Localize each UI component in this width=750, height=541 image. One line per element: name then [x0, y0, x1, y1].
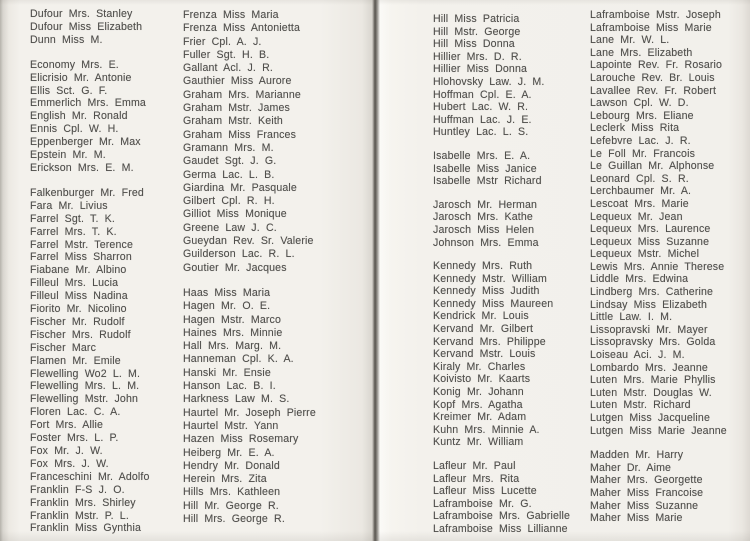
name-group: [433, 199, 570, 249]
name-entry: Kopf Mrs. Agatha: [433, 398, 523, 411]
name-group: [433, 13, 570, 139]
name-entry: Kennedy Miss Judith: [433, 285, 540, 298]
name-entry: Hill Mr. George R.: [183, 499, 279, 512]
name-entry: Jarosch Mr. Herman: [433, 198, 538, 211]
name-group: [433, 150, 570, 188]
name-entry: Lequeux Mr. Jean: [590, 210, 683, 223]
name-entry: Hanski Mr. Ensie: [183, 366, 271, 379]
name-entry: Flewelling Wo2 L. M.: [30, 367, 141, 380]
name-entry: Hagen Mstr. Marco: [183, 313, 282, 326]
name-entry: Lequeux Mrs. Laurence: [590, 223, 711, 236]
right-page: [377, 0, 750, 541]
name-entry: Hill Miss Patricia: [433, 13, 520, 25]
name-entry: Little Law. I. M.: [590, 311, 673, 324]
name-entry: Gilbert Cpl. R. H.: [183, 195, 275, 208]
name-entry: Kuhn Mrs. Minnie A.: [433, 423, 540, 436]
name-group: [590, 449, 727, 525]
name-entry: Lutgen Miss Marie Jeanne: [590, 424, 727, 437]
name-entry: Frenza Miss Maria: [183, 9, 279, 21]
name-entry: Graham Mstr. Keith: [183, 115, 283, 128]
name-entry: Laframboise Miss Lillianne: [433, 522, 568, 535]
name-entry: Herein Mrs. Zita: [183, 473, 267, 486]
name-entry: Lutgen Miss Jacqueline: [590, 412, 711, 424]
name-entry: Luten Mrs. Marie Phyllis: [590, 374, 716, 387]
name-entry: Fischer Mrs. Rudolf: [30, 328, 131, 341]
name-entry: Hanneman Cpl. K. A.: [183, 353, 294, 366]
name-entry: Frenza Miss Antonietta: [183, 22, 301, 35]
name-entry: Haurtel Mr. Joseph Pierre: [183, 406, 316, 419]
name-entry: Ellis Sct. G. F.: [30, 84, 108, 97]
name-entry: Jarosch Mrs. Kathe: [433, 211, 533, 224]
name-entry: Lafleur Mr. Paul: [433, 460, 516, 472]
name-entry: Konig Mr. Johann: [433, 386, 524, 399]
name-entry: Graham Miss Frances: [183, 128, 297, 141]
name-entry: Hillier Mrs. D. R.: [433, 50, 522, 63]
name-entry: Hubert Lac. W. R.: [433, 101, 529, 114]
name-group: [183, 9, 316, 275]
name-entry: Filleul Miss Nadina: [30, 290, 128, 303]
name-entry: Lewis Mrs. Annie Therese: [590, 260, 725, 273]
name-entry: Maher Dr. Aime: [590, 461, 672, 474]
name-entry: Gueydan Rev. Sr. Valerie: [183, 235, 314, 248]
name-entry: Kuntz Mr. William: [433, 436, 524, 449]
name-entry: Haines Mrs. Minnie: [183, 326, 283, 339]
name-entry: Leclerk Miss Rita: [590, 122, 680, 135]
name-entry: Fischer Marc: [30, 341, 97, 354]
name-entry: Franklin Miss Gynthia: [30, 522, 141, 535]
name-entry: Lafleur Mrs. Rita: [433, 472, 520, 485]
name-entry: Falkenburger Mr. Fred: [30, 186, 144, 199]
name-entry: Greene Law J. C.: [183, 221, 277, 234]
name-entry: Fara Mr. Livius: [30, 199, 108, 212]
name-entry: Gaudet Sgt. J. G.: [183, 155, 277, 168]
name-entry: Johnson Mrs. Emma: [433, 236, 539, 249]
name-entry: Maher Miss Suzanne: [590, 499, 699, 512]
name-entry: Frier Cpl. A. J.: [183, 35, 262, 48]
name-entry: Laframboise Mrs. Gabrielle: [433, 510, 571, 523]
name-entry: Fiorito Mr. Nicolino: [30, 303, 127, 316]
name-entry: Fox Mrs. J. W.: [30, 457, 109, 470]
name-group: [30, 8, 150, 47]
name-entry: Franceschini Mr. Adolfo: [30, 470, 150, 483]
name-entry: Laframboise Miss Marie: [590, 21, 712, 34]
name-entry: Fort Mrs. Allie: [30, 419, 103, 432]
name-entry: Farrel Mrs. T. K.: [30, 225, 117, 238]
name-entry: Eppenberger Mr. Max: [30, 136, 141, 149]
name-entry: Kervand Mrs. Philippe: [433, 335, 546, 348]
name-entry: Flamen Mr. Emile: [30, 354, 121, 367]
name-entry: Epstein Mr. M.: [30, 149, 106, 162]
name-entry: Lafleur Miss Lucette: [433, 485, 537, 498]
name-entry: Gallant Acl. J. R.: [183, 62, 274, 75]
name-entry: Le Foll Mr. Francois: [590, 147, 696, 160]
name-entry: Franklin Mrs. Shirley: [30, 496, 136, 509]
name-entry: Kreimer Mr. Adam: [433, 411, 527, 424]
name-entry: Hanson Lac. B. I.: [183, 380, 276, 393]
name-entry: Kervand Mstr. Louis: [433, 348, 536, 361]
name-entry: Maher Mrs. Georgette: [590, 474, 703, 487]
name-entry: Fox Mr. J. W.: [30, 445, 103, 457]
name-entry: Lequeux Mstr. Michel: [590, 248, 700, 261]
name-entry: Lebourg Mrs. Eliane: [590, 109, 694, 122]
name-entry: Fischer Mr. Rudolf: [30, 315, 125, 328]
name-entry: Luten Mstr. Douglas W.: [590, 386, 712, 399]
name-entry: Huntley Lac. L. S.: [433, 126, 529, 139]
name-entry: Elicrisio Mr. Antonie: [30, 71, 132, 84]
name-entry: Lawson Cpl. W. D.: [590, 97, 689, 110]
name-entry: Hills Mrs. Kathleen: [183, 486, 281, 499]
name-entry: Lerchbaumer Mr. A.: [590, 185, 692, 198]
name-entry: Haas Miss Maria: [183, 286, 271, 299]
name-entry: Goutier Mr. Jacques: [183, 261, 287, 274]
name-entry: English Mr. Ronald: [30, 110, 128, 123]
name-entry: Economy Mrs. E.: [30, 58, 119, 71]
name-entry: Flewelling Mstr. John: [30, 393, 139, 406]
name-entry: Maher Miss Francoise: [590, 486, 704, 499]
name-entry: Dunn Miss M.: [30, 33, 103, 46]
name-column-2: [183, 9, 316, 526]
name-entry: Franklin F-S J. O.: [30, 483, 125, 496]
name-entry: Lissopravski Mr. Mayer: [590, 323, 708, 336]
name-entry: Larouche Rev. Br. Louis: [590, 71, 715, 84]
name-entry: Hill Miss Donna: [433, 38, 515, 51]
left-page: [0, 0, 374, 541]
name-entry: Lindberg Mrs. Catherine: [590, 286, 714, 299]
name-entry: Farrel Miss Sharron: [30, 251, 132, 264]
name-entry: Loiseau Aci. J. M.: [590, 349, 685, 362]
name-entry: Guilderson Lac. R. L.: [183, 248, 295, 261]
name-entry: Liddle Mrs. Edwina: [590, 273, 689, 286]
name-group: [30, 187, 150, 535]
name-entry: Gauthier Miss Aurore: [183, 75, 292, 88]
name-entry: Ennis Cpl. W. H.: [30, 123, 119, 136]
name-entry: Germa Lac. L. B.: [183, 168, 275, 181]
name-entry: Kervand Mr. Gilbert: [433, 323, 534, 336]
name-entry: Hill Mstr. George: [433, 25, 521, 38]
name-entry: Filleul Mrs. Lucia: [30, 277, 119, 290]
name-group: [183, 287, 316, 526]
name-entry: Lissopravsky Mrs. Golda: [590, 336, 716, 349]
name-entry: Hlohovsky Law. J. M.: [433, 75, 545, 88]
name-entry: Lefebvre Lac. J. R.: [590, 134, 691, 147]
name-entry: Giardina Mr. Pasquale: [183, 181, 297, 194]
name-entry: Lapointe Rev. Fr. Rosario: [590, 59, 723, 72]
name-entry: Floren Lac. C. A.: [30, 406, 121, 419]
name-entry: Koivisto Mr. Kaarts: [433, 373, 531, 386]
name-entry: Isabelle Miss Janice: [433, 162, 537, 175]
name-entry: Emmerlich Mrs. Emma: [30, 97, 146, 110]
name-entry: Hagen Mr. O. E.: [183, 300, 271, 313]
name-column-4: [590, 9, 727, 525]
name-entry: Fuller Sgt. H. B.: [183, 48, 270, 61]
name-entry: Lane Mr. W. L.: [590, 34, 670, 47]
name-entry: Gramann Mrs. M.: [183, 141, 274, 154]
name-entry: Farrel Mstr. Terence: [30, 238, 133, 251]
name-entry: Leonard Cpl. S. R.: [590, 172, 689, 185]
name-entry: Kendrick Mr. Louis: [433, 310, 529, 323]
name-entry: Erickson Mrs. E. M.: [30, 161, 134, 174]
name-entry: Hillier Miss Donna: [433, 63, 528, 76]
name-entry: Hill Mrs. George R.: [183, 512, 285, 525]
name-entry: Kennedy Mstr. William: [433, 272, 547, 285]
name-entry: Graham Mstr. James: [183, 102, 291, 115]
name-entry: Lescoat Mrs. Marie: [590, 197, 689, 210]
name-entry: Lequeux Miss Suzanne: [590, 235, 710, 248]
name-entry: Isabelle Mrs. E. A.: [433, 149, 531, 162]
name-entry: Haurtel Mstr. Yann: [183, 419, 279, 432]
name-entry: Kennedy Mrs. Ruth: [433, 260, 533, 273]
name-entry: Heiberg Mr. E. A.: [183, 446, 275, 459]
name-entry: Lombardo Mrs. Jeanne: [590, 361, 708, 374]
name-entry: Le Guillan Mr. Alphonse: [590, 160, 715, 173]
name-entry: Laframboise Mstr. Joseph: [590, 9, 721, 21]
name-entry: Harkness Law M. S.: [183, 393, 290, 406]
name-entry: Huffman Lac. J. E.: [433, 113, 532, 126]
name-entry: Fiabane Mr. Albino: [30, 264, 127, 277]
name-entry: Madden Mr. Harry: [590, 449, 684, 462]
name-entry: Hall Mrs. Marg. M.: [183, 340, 282, 353]
name-entry: Franklin Mstr. P. L.: [30, 509, 129, 522]
name-entry: Luten Mstr. Richard: [590, 399, 691, 412]
name-entry: Isabelle Mstr Richard: [433, 175, 542, 188]
name-column-1: [30, 8, 150, 535]
name-group: [590, 9, 727, 437]
name-entry: Kennedy Miss Maureen: [433, 297, 554, 310]
name-entry: Laframboise Mr. G.: [433, 497, 532, 510]
name-entry: Kiraly Mr. Charles: [433, 360, 526, 373]
name-entry: Farrel Sgt. T. K.: [30, 212, 115, 225]
name-column-3: [433, 13, 570, 536]
name-entry: Dufour Miss Elizabeth: [30, 20, 143, 33]
name-entry: Graham Mrs. Marianne: [183, 88, 301, 101]
name-entry: Lavallee Rev. Fr. Robert: [590, 84, 717, 97]
name-entry: Foster Mrs. L. P.: [30, 432, 119, 445]
name-group: [433, 260, 570, 449]
name-entry: Lane Mrs. Elizabeth: [590, 46, 693, 59]
name-entry: Gilliot Miss Monique: [183, 208, 287, 221]
name-entry: Lindsay Miss Elizabeth: [590, 298, 708, 311]
name-entry: Maher Miss Marie: [590, 512, 683, 525]
name-entry: Flewelling Mrs. L. M.: [30, 380, 140, 393]
name-entry: Hoffman Cpl. E. A.: [433, 88, 532, 101]
name-group: [433, 460, 570, 536]
name-entry: Jarosch Miss Helen: [433, 223, 535, 236]
name-entry: Hazen Miss Rosemary: [183, 433, 299, 446]
name-group: [30, 59, 150, 175]
name-entry: Hendry Mr. Donald: [183, 459, 280, 472]
name-entry: Dufour Mrs. Stanley: [30, 8, 133, 20]
